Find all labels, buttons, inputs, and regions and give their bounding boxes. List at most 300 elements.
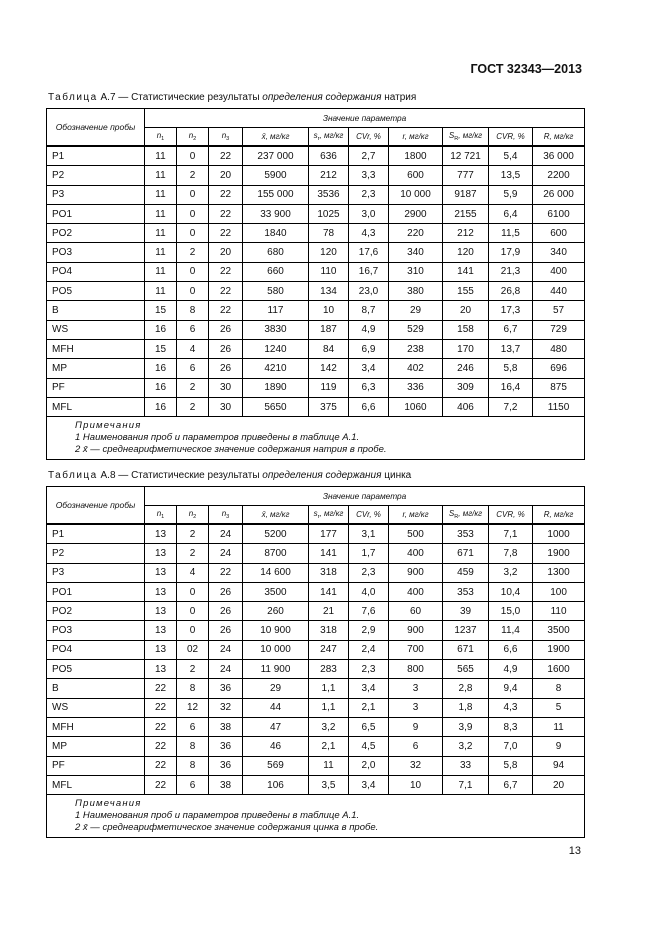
value-cell: 29 (389, 301, 443, 320)
value-cell: 318 (309, 563, 349, 582)
column-header: CVr, % (349, 128, 389, 147)
value-cell: 8 (177, 301, 209, 320)
value-cell: 671 (443, 544, 489, 563)
value-cell: 158 (443, 320, 489, 339)
table-row (47, 544, 585, 563)
column-header-probe: Обозначение пробы (47, 109, 145, 147)
table-a7 (46, 108, 585, 460)
value-cell: 13 (145, 582, 177, 601)
value-cell: 2 (177, 397, 209, 416)
value-cell: 36 (209, 737, 243, 756)
value-cell: 17,6 (349, 243, 389, 262)
value-cell: 4,3 (489, 698, 533, 717)
value-cell: 60 (389, 602, 443, 621)
column-header: $s_r$, мг/кг (309, 128, 349, 147)
table-notes (47, 417, 585, 460)
value-cell: 500 (389, 524, 443, 544)
value-cell: 142 (309, 359, 349, 378)
notes-row (47, 417, 585, 460)
value-cell: 24 (209, 660, 243, 679)
value-cell: 22 (145, 698, 177, 717)
value-cell: 565 (443, 660, 489, 679)
value-cell: 13 (145, 621, 177, 640)
value-cell: 24 (209, 640, 243, 659)
column-header: $n_2$ (177, 128, 209, 147)
column-header: $n_3$ (209, 506, 243, 525)
standard-number: ГОСТ 32343—2013 (470, 62, 582, 76)
table-row (47, 359, 585, 378)
probe-name: PO1 (47, 204, 145, 223)
table-a8-caption (48, 470, 411, 481)
value-cell: 106 (243, 775, 309, 794)
value-cell: 141 (443, 262, 489, 281)
probe-name: P1 (47, 146, 145, 166)
value-cell: 22 (209, 204, 243, 223)
value-cell: 11 (145, 282, 177, 301)
column-header: $n_1$ (145, 506, 177, 525)
value-cell: 46 (243, 737, 309, 756)
value-cell: 120 (309, 243, 349, 262)
probe-name: PO5 (47, 660, 145, 679)
value-cell: 283 (309, 660, 349, 679)
value-cell: 529 (389, 320, 443, 339)
caption-title: Статистические результаты (131, 470, 260, 481)
probe-name: PO1 (47, 582, 145, 601)
value-cell: 1,7 (349, 544, 389, 563)
probe-name: B (47, 679, 145, 698)
probe-name: PO5 (47, 282, 145, 301)
value-cell: 1800 (389, 146, 443, 166)
value-cell: 6 (177, 359, 209, 378)
value-cell: 4,9 (489, 660, 533, 679)
value-cell: 134 (309, 282, 349, 301)
value-cell: 6,6 (489, 640, 533, 659)
value-cell: 13,5 (489, 166, 533, 185)
value-cell: 24 (209, 524, 243, 544)
value-cell: 9 (533, 737, 585, 756)
value-cell: 900 (389, 563, 443, 582)
value-cell: 11,5 (489, 224, 533, 243)
value-cell: 220 (389, 224, 443, 243)
value-cell: 10 000 (243, 640, 309, 659)
value-cell: 3,4 (349, 775, 389, 794)
value-cell: 30 (209, 378, 243, 397)
value-cell: 4,5 (349, 737, 389, 756)
value-cell: 1,1 (309, 698, 349, 717)
value-cell: 5,4 (489, 146, 533, 166)
value-cell: 5,9 (489, 185, 533, 204)
column-header-parameter: Значение параметра (145, 487, 585, 506)
value-cell: 11 900 (243, 660, 309, 679)
value-cell: 6,7 (489, 320, 533, 339)
value-cell: 1025 (309, 204, 349, 223)
value-cell: 13 (145, 640, 177, 659)
value-cell: 20 (533, 775, 585, 794)
probe-name: MFL (47, 397, 145, 416)
value-cell: 2 (177, 524, 209, 544)
probe-name: PO3 (47, 243, 145, 262)
value-cell: 20 (443, 301, 489, 320)
value-cell: 1237 (443, 621, 489, 640)
value-cell: 402 (389, 359, 443, 378)
value-cell: 2,0 (349, 756, 389, 775)
value-cell: 119 (309, 378, 349, 397)
value-cell: 21 (309, 602, 349, 621)
value-cell: 13 (145, 544, 177, 563)
value-cell: 6 (177, 775, 209, 794)
value-cell: 5900 (243, 166, 309, 185)
caption-title-end: цинка (384, 470, 412, 481)
value-cell: 2 (177, 544, 209, 563)
value-cell: 400 (389, 544, 443, 563)
value-cell: 459 (443, 563, 489, 582)
value-cell: 3,9 (443, 717, 489, 736)
column-header: r, мг/кг (389, 128, 443, 147)
value-cell: 440 (533, 282, 585, 301)
value-cell: 7,1 (489, 524, 533, 544)
probe-name: PO3 (47, 621, 145, 640)
probe-name: P2 (47, 166, 145, 185)
value-cell: 875 (533, 378, 585, 397)
value-cell: 120 (443, 243, 489, 262)
value-cell: 2155 (443, 204, 489, 223)
probe-name: PF (47, 756, 145, 775)
value-cell: 26 000 (533, 185, 585, 204)
value-cell: 8 (177, 679, 209, 698)
value-cell: 6,3 (349, 378, 389, 397)
value-cell: 26 (209, 582, 243, 601)
value-cell: 22 (209, 185, 243, 204)
note-line: 2 x̄ — среднеарифметическое значение содержания натрия в пробе. (75, 444, 387, 456)
value-cell: 170 (443, 339, 489, 358)
value-cell: 26 (209, 359, 243, 378)
value-cell: 12 721 (443, 146, 489, 166)
value-cell: 1900 (533, 640, 585, 659)
value-cell: 2,1 (349, 698, 389, 717)
value-cell: 36 (209, 756, 243, 775)
caption-title: Статистические результаты (131, 92, 260, 103)
value-cell: 4 (177, 563, 209, 582)
value-cell: 9187 (443, 185, 489, 204)
value-cell: 3,5 (309, 775, 349, 794)
value-cell: 4,0 (349, 582, 389, 601)
value-cell: 310 (389, 262, 443, 281)
value-cell: 2,4 (349, 640, 389, 659)
value-cell: 6,7 (489, 775, 533, 794)
caption-title-end: натрия (384, 92, 417, 103)
value-cell: 110 (533, 602, 585, 621)
value-cell: 14 600 (243, 563, 309, 582)
probe-name: WS (47, 320, 145, 339)
value-cell: 400 (389, 582, 443, 601)
table-row (47, 640, 585, 659)
note-line: 2 x̄ — среднеарифметическое значение содержания цинка в пробе. (75, 822, 379, 834)
value-cell: 11 (145, 224, 177, 243)
value-cell: 36 000 (533, 146, 585, 166)
value-cell: 246 (443, 359, 489, 378)
value-cell: 0 (177, 282, 209, 301)
probe-name: PO4 (47, 262, 145, 281)
probe-name: MP (47, 737, 145, 756)
value-cell: 38 (209, 775, 243, 794)
value-cell: 6,6 (349, 397, 389, 416)
value-cell: 2 (177, 660, 209, 679)
value-cell: 13,7 (489, 339, 533, 358)
table-row (47, 582, 585, 601)
value-cell: 671 (443, 640, 489, 659)
value-cell: 340 (533, 243, 585, 262)
probe-name: P2 (47, 544, 145, 563)
probe-name: MFH (47, 717, 145, 736)
value-cell: 16,7 (349, 262, 389, 281)
table-row (47, 775, 585, 794)
value-cell: 22 (209, 146, 243, 166)
value-cell: 260 (243, 602, 309, 621)
column-header: $S_R$, мг/кг (443, 128, 489, 147)
column-header: $n_2$ (177, 506, 209, 525)
probe-name: PO2 (47, 224, 145, 243)
value-cell: 10 (309, 301, 349, 320)
value-cell: 22 (209, 262, 243, 281)
value-cell: 20 (209, 166, 243, 185)
value-cell: 16,4 (489, 378, 533, 397)
value-cell: 11 (145, 243, 177, 262)
value-cell: 10,4 (489, 582, 533, 601)
value-cell: 3500 (533, 621, 585, 640)
column-header: $S_R$, мг/кг (443, 506, 489, 525)
table-row (47, 146, 585, 166)
value-cell: 17,9 (489, 243, 533, 262)
value-cell: 13 (145, 602, 177, 621)
note-line: 1 Наименования проб и параметров приведены в таблице А.1. (75, 432, 360, 444)
value-cell: 2,7 (349, 146, 389, 166)
value-cell: 1060 (389, 397, 443, 416)
value-cell: 177 (309, 524, 349, 544)
table-a8 (46, 486, 585, 838)
value-cell: 4,9 (349, 320, 389, 339)
probe-name: MP (47, 359, 145, 378)
value-cell: 353 (443, 524, 489, 544)
value-cell: 117 (243, 301, 309, 320)
value-cell: 39 (443, 602, 489, 621)
value-cell: 1840 (243, 224, 309, 243)
table-row (47, 166, 585, 185)
value-cell: 353 (443, 582, 489, 601)
value-cell: 2,1 (309, 737, 349, 756)
column-header: $s_r$, мг/кг (309, 506, 349, 525)
value-cell: 0 (177, 602, 209, 621)
value-cell: 247 (309, 640, 349, 659)
value-cell: 12 (177, 698, 209, 717)
value-cell: 22 (145, 717, 177, 736)
table-notes (47, 795, 585, 838)
probe-name: MFH (47, 339, 145, 358)
value-cell: 700 (389, 640, 443, 659)
value-cell: 11,4 (489, 621, 533, 640)
value-cell: 237 000 (243, 146, 309, 166)
value-cell: 22 (145, 775, 177, 794)
caption-label: Таблица (48, 92, 98, 103)
caption-number: А.8 — (100, 470, 129, 481)
value-cell: 1000 (533, 524, 585, 544)
table-row (47, 204, 585, 223)
value-cell: 7,6 (349, 602, 389, 621)
value-cell: 17,3 (489, 301, 533, 320)
value-cell: 13 (145, 524, 177, 544)
caption-number: А.7 — (100, 92, 129, 103)
value-cell: 212 (309, 166, 349, 185)
column-header: R, мг/кг (533, 506, 585, 525)
value-cell: 9,4 (489, 679, 533, 698)
value-cell: 5,8 (489, 359, 533, 378)
value-cell: 11 (145, 262, 177, 281)
probe-name: MFL (47, 775, 145, 794)
value-cell: 13 (145, 660, 177, 679)
table-row (47, 185, 585, 204)
value-cell: 11 (145, 185, 177, 204)
value-cell: 636 (309, 146, 349, 166)
value-cell: 11 (309, 756, 349, 775)
value-cell: 22 (145, 756, 177, 775)
value-cell: 36 (209, 679, 243, 698)
table-row (47, 282, 585, 301)
value-cell: 110 (309, 262, 349, 281)
value-cell: 16 (145, 397, 177, 416)
value-cell: 100 (533, 582, 585, 601)
column-header-parameter: Значение параметра (145, 109, 585, 128)
value-cell: 6 (389, 737, 443, 756)
value-cell: 15 (145, 339, 177, 358)
value-cell: 238 (389, 339, 443, 358)
caption-label: Таблица (48, 470, 98, 481)
value-cell: 3,1 (349, 524, 389, 544)
value-cell: 3,4 (349, 679, 389, 698)
value-cell: 0 (177, 204, 209, 223)
value-cell: 777 (443, 166, 489, 185)
value-cell: 4,3 (349, 224, 389, 243)
value-cell: 155 000 (243, 185, 309, 204)
value-cell: 4210 (243, 359, 309, 378)
value-cell: 11 (145, 166, 177, 185)
value-cell: 569 (243, 756, 309, 775)
value-cell: 26 (209, 320, 243, 339)
value-cell: 2 (177, 166, 209, 185)
value-cell: 8,7 (349, 301, 389, 320)
column-header: $n_3$ (209, 128, 243, 147)
table-a7-caption (48, 92, 416, 103)
value-cell: 94 (533, 756, 585, 775)
value-cell: 5650 (243, 397, 309, 416)
value-cell: 3,0 (349, 204, 389, 223)
value-cell: 0 (177, 621, 209, 640)
value-cell: 22 (209, 282, 243, 301)
table-row (47, 602, 585, 621)
value-cell: 900 (389, 621, 443, 640)
value-cell: 30 (209, 397, 243, 416)
value-cell: 1890 (243, 378, 309, 397)
table-row (47, 621, 585, 640)
column-header: R, мг/кг (533, 128, 585, 147)
value-cell: 26,8 (489, 282, 533, 301)
caption-title-italic: определения содержания (262, 92, 382, 103)
value-cell: 26 (209, 621, 243, 640)
value-cell: 1600 (533, 660, 585, 679)
value-cell: 11 (533, 717, 585, 736)
value-cell: 729 (533, 320, 585, 339)
value-cell: 10 000 (389, 185, 443, 204)
value-cell: 16 (145, 320, 177, 339)
probe-name: B (47, 301, 145, 320)
column-header: $n_1$ (145, 128, 177, 147)
value-cell: 16 (145, 359, 177, 378)
table-row (47, 563, 585, 582)
table-row (47, 339, 585, 358)
value-cell: 6,9 (349, 339, 389, 358)
value-cell: 57 (533, 301, 585, 320)
value-cell: 10 900 (243, 621, 309, 640)
probe-name: P3 (47, 185, 145, 204)
column-header: CVR, % (489, 128, 533, 147)
value-cell: 26 (209, 602, 243, 621)
value-cell: 22 (209, 224, 243, 243)
value-cell: 3,2 (443, 737, 489, 756)
value-cell: 3 (389, 698, 443, 717)
column-header: CVr, % (349, 506, 389, 525)
value-cell: 680 (243, 243, 309, 262)
value-cell: 29 (243, 679, 309, 698)
table-row (47, 320, 585, 339)
value-cell: 8 (177, 737, 209, 756)
value-cell: 580 (243, 282, 309, 301)
value-cell: 5,8 (489, 756, 533, 775)
value-cell: 2,3 (349, 563, 389, 582)
probe-name: PO2 (47, 602, 145, 621)
value-cell: 6 (177, 717, 209, 736)
notes-row (47, 795, 585, 838)
probe-name: P3 (47, 563, 145, 582)
value-cell: 1240 (243, 339, 309, 358)
value-cell: 5200 (243, 524, 309, 544)
notes-title: Примечания (75, 798, 142, 810)
column-header: x̄, мг/кг (243, 128, 309, 147)
value-cell: 1900 (533, 544, 585, 563)
probe-name: PF (47, 378, 145, 397)
probe-name: P1 (47, 524, 145, 544)
page-number: 13 (568, 845, 581, 857)
value-cell: 26 (209, 339, 243, 358)
value-cell: 2 (177, 243, 209, 262)
table-row (47, 524, 585, 544)
table-row (47, 679, 585, 698)
notes-title: Примечания (75, 420, 142, 432)
probe-name: WS (47, 698, 145, 717)
value-cell: 6100 (533, 204, 585, 223)
column-header: CVR, % (489, 506, 533, 525)
value-cell: 8 (177, 756, 209, 775)
value-cell: 800 (389, 660, 443, 679)
value-cell: 4 (177, 339, 209, 358)
value-cell: 0 (177, 185, 209, 204)
value-cell: 0 (177, 582, 209, 601)
value-cell: 47 (243, 717, 309, 736)
value-cell: 6,4 (489, 204, 533, 223)
value-cell: 21,3 (489, 262, 533, 281)
table-row (47, 397, 585, 416)
value-cell: 32 (389, 756, 443, 775)
value-cell: 2200 (533, 166, 585, 185)
value-cell: 187 (309, 320, 349, 339)
value-cell: 22 (209, 301, 243, 320)
